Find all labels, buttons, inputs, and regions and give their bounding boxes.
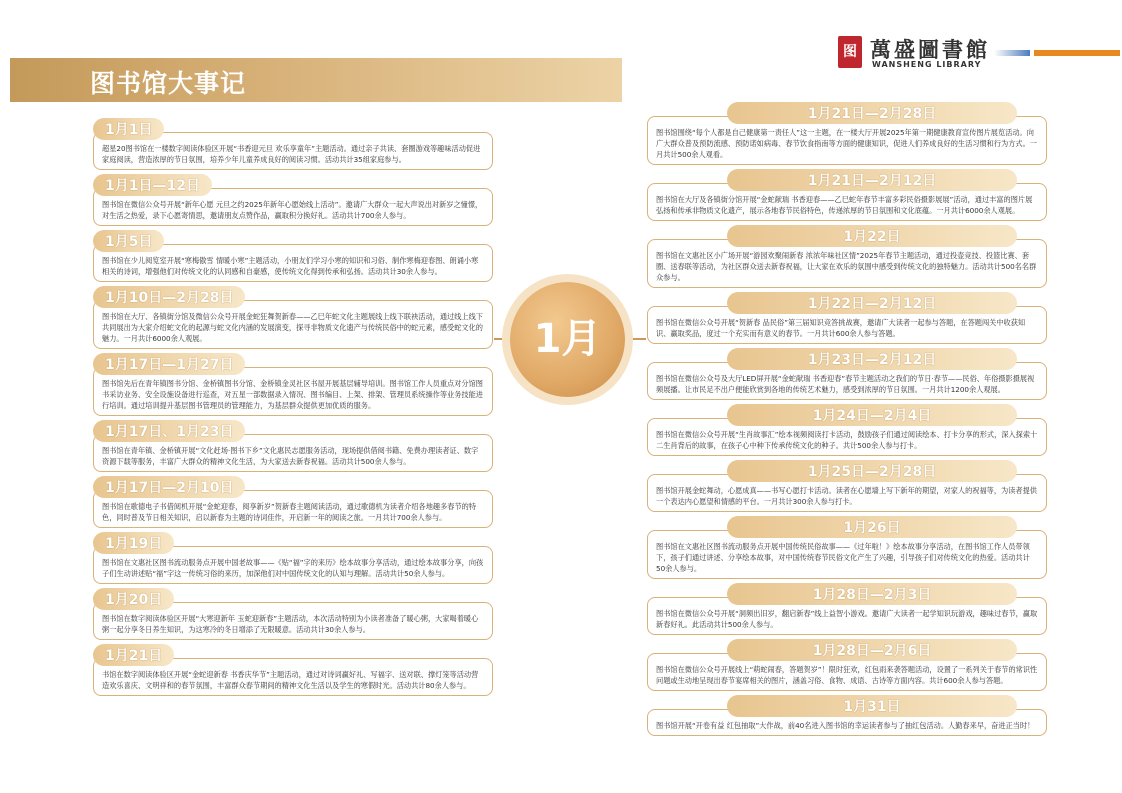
event-date-label: 1月22日—2月12日: [727, 292, 1017, 314]
left-timeline-entry: [93, 118, 493, 170]
event-description: 图书馆在微信公众号开展“新年心愿 元旦之约2025年新年心愿始线上活动”。邀请广大群众一起大声说出对新岁之憧憬，对生活之热爱，录下心愿寄情思，邀请朋友点赞作品，赢取积分换好礼。活动共计700余人参与。: [93, 188, 493, 226]
right-timeline-entry: [647, 348, 1047, 400]
event-date-label: 1月17日—2月10日: [93, 476, 245, 498]
decorative-bar-orange: [1034, 50, 1120, 56]
left-timeline-entry: [93, 420, 493, 472]
event-description: 图书馆在微信公众号开展“生肖故事汇”绘本视频阅读打卡活动，鼓励孩子们通过阅读绘本、打卡分享的形式，深入探索十二生肖背后的故事，在孩子心中种下传承传统文化的种子。共计500余人参与打卡。: [647, 418, 1047, 456]
event-description: 图书馆在微信公众号及大厅LED屏开展“金蛇献瑞 书香迎春”春节主题活动之我们的节日·春节——民俗、年俗摄影摄展视频展播。让市民足不出户便能欣赏到各地的传统艺术魅力，感受到浓厚的节日氛围。一月共计1200余人观展。: [647, 362, 1047, 400]
right-timeline-entry: [647, 460, 1047, 512]
left-timeline-entry: [93, 476, 493, 528]
connector-right: [624, 338, 646, 340]
event-description: 图书馆在文惠社区小广场开展“游园欢聚闹新春 浓浓年味社区情”2025年春节主题活动，通过投壶竞技、投篮比赛、套圈、送春联等活动，为社区群众送去新春祝福，让大家在欢乐的氛围中感受到传统文化的独特魅力。活动共计500名名群众参与。: [647, 239, 1047, 288]
event-description: 图书馆在文惠社区图书流动服务点开展中国传统民俗故事——《过年啦！》绘本故事分享活动，在图书馆工作人员带领下，孩子们通过讲述、分享绘本故事，对中国传统春节民俗文化产生了兴趣，引导孩子们对传统文化的热爱。活动共计50余人参与。: [647, 530, 1047, 579]
event-description: 书馆在数字阅读体验区开展“金蛇迎新春 书香庆华节”主题活动，通过对诗词赢好礼、写福字、送对联、撑灯笼等活动营造欢乐喜庆、文明祥和的春节氛围，丰富群众春节期间的精神文化生活以及学生的寒假时光。活动共计80余人参与。: [93, 658, 493, 696]
library-logo-english: WANSHENG LIBRARY: [872, 60, 982, 69]
month-badge: 1月: [510, 282, 625, 397]
event-description: 图书馆在大厅及各镇街分馆开展“金蛇献瑞 书香迎春——乙巳蛇年春节丰富多彩民俗摄影展展”活动，通过丰富的图片展弘扬和传承非物质文化遗产，展示各地春节民俗特色，传递浓厚的节日氛围和文化底蕴。一月共计6000余人观展。: [647, 183, 1047, 221]
event-description: 图书馆先后在青年镇图书分馆、金桥镇图书分馆、金桥镇金灵社区书屋开展基层辅导培训。图书馆工作人员重点对分馆图书采访业务、安全设施设备进行巡查，对五星一部数据录入情况、图书编目、上架、排架、管理员系统操作等业务技能进行培训。通过培训提升基层图书管理员的管理能力，为基层群众提供更加优质的服务。: [93, 367, 493, 416]
event-date-label: 1月21日—2月12日: [727, 169, 1017, 191]
right-timeline-entry: [647, 695, 1047, 736]
left-timeline-entry: [93, 286, 493, 349]
right-timeline-entry: [647, 583, 1047, 635]
event-description: 图书馆在数字阅读体验区开展“大寒迎新年 玉蛇迎新春”主题活动，本次活动特别为小读者准备了暖心粥，大家喝着暖心粥一起分享冬日养生知识，为这寒冷的冬日增添了无限暖意。活动共计30余人参与。: [93, 602, 493, 640]
left-timeline-entry: [93, 532, 493, 584]
event-date-label: 1月1日—12日: [93, 174, 212, 196]
left-timeline-entry: [93, 588, 493, 640]
event-description: 超星20图书馆在一楼数字阅读体验区开展“书香迎元旦 欢乐享童年”主题活动。通过亲子共读、套圈游戏等趣味活动促进家庭阅读，营造浓厚的节日氛围，培养少年儿童养成良好的阅读习惯。活动共计35组家庭参与。: [93, 132, 493, 170]
library-logo-seal: 图: [838, 36, 862, 68]
left-timeline-column: [93, 118, 493, 700]
event-date-label: 1月19日: [93, 532, 174, 554]
left-timeline-entry: [93, 174, 493, 226]
event-date-label: 1月23日—2月12日: [727, 348, 1017, 370]
event-date-label: 1月1日: [93, 118, 164, 140]
event-description: 图书馆围绕“每个人都是自己健康第一责任人”这一主题，在一楼大厅开展2025年第一期健康教育宣传图片展览活动。向广大群众普及预防流感、预防诺如病毒、春节饮食指南等方面的健康知识，促进人们养成良好的生活习惯和行为方式。一月共计500余人观看。: [647, 116, 1047, 165]
event-date-label: 1月20日: [93, 588, 174, 610]
event-description: 图书馆在微信公众号开展线上“萌蛇闹春，答题贺岁”！限时狂欢，红包雨来袭答题活动，设置了一系列关于春节的常识性问题或生动地呈现出春节宴席相关的图片，涵盖习俗、食物、成语、古诗等方面内容。共计600余人参与答题。: [647, 653, 1047, 691]
event-description: 图书馆在少儿阅览室开展“寒梅傲雪 情暖小寒”主题活动，小朋友们学习小寒的知识和习俗、制作寒梅迎春图、朗诵小寒相关的诗词，增强他们对传统文化的认同感和自豪感，使传统文化得到传承和弘扬。活动共计30余人参与。: [93, 244, 493, 282]
right-timeline-entry: [647, 102, 1047, 165]
event-date-label: 1月26日: [727, 516, 1017, 538]
decorative-bar-blue: [994, 50, 1030, 56]
right-timeline-entry: [647, 639, 1047, 691]
event-date-label: 1月24日—2月4日: [727, 404, 1017, 426]
event-description: 图书馆在青年镇、金桥镇开展“文化赶场·图书下乡”文化惠民志愿服务活动，现场提供借阅书籍、免费办理读者证、数字资源下载等服务，丰富广大群众的精神文化生活，为大家送去新春祝福。活动共计500余人参与。: [93, 434, 493, 472]
event-description: 图书馆在大厅、各镇街分馆及微信公众号开展金蛇狂舞贺新春——乙巳年蛇文化主题展线上线下联袂活动，通过线上线下共同展出为大家介绍蛇文化的起源与蛇文化内涵的发展演变，探寻非物质文化遗产与传统民俗中的蛇元素，感受蛇文化的魅力。一月共计6000余人观展。: [93, 300, 493, 349]
event-description: 图书馆在文惠社区图书流动服务点开展中国老故事——《贴“福”字的来历》绘本故事分享活动，通过绘本故事分享，向孩子们生动讲述贴“福”字这一传统习俗的来历，加深他们对中国传统文化的认知与理解。活动共计50余人参与。: [93, 546, 493, 584]
event-date-label: 1月28日—2月6日: [727, 639, 1017, 661]
right-timeline-entry: [647, 292, 1047, 344]
event-description: 图书馆开展“开卷有益 红包抽取”大作战，前40名进入图书馆的幸运读者参与了抽红包活动。人勤春来早，奋进正当时！: [647, 709, 1047, 736]
event-date-label: 1月28日—2月3日: [727, 583, 1017, 605]
right-timeline-entry: [647, 516, 1047, 579]
event-date-label: 1月31日: [727, 695, 1017, 717]
right-timeline-entry: [647, 225, 1047, 288]
event-date-label: 1月17日—1月27日: [93, 353, 245, 375]
right-timeline-column: [647, 102, 1047, 740]
event-description: 图书馆在微信公众号开展“贺新春 品民俗”第三届知识竞答挑战赛，邀请广大读者一起参与答题，在答题闯关中收获知识、赢取奖品，度过一个充实而有意义的春节。一月共计600余人参与答题。: [647, 306, 1047, 344]
event-date-label: 1月5日: [93, 230, 164, 252]
event-description: 图书馆在微信公众号开展“洞频出旧岁，翻启新春”线上益智小游戏。邀请广大读者一起学知识玩游戏，趣味过春节，赢取新春好礼。此活动共计500余人参与。: [647, 597, 1047, 635]
left-timeline-entry: [93, 644, 493, 696]
event-date-label: 1月17日、1月23日: [93, 420, 245, 442]
event-date-label: 1月21日: [93, 644, 174, 666]
library-logo-name: 萬盛圖書館: [870, 37, 990, 62]
event-date-label: 1月25日—2月28日: [727, 460, 1017, 482]
event-date-label: 1月21日—2月28日: [727, 102, 1017, 124]
event-description: 图书馆在歌德电子书借阅机开展“金蛇迎春，阅享新岁”贺新春主题阅读活动，通过歌德机为读者介绍各地趣多春节的特色，同时普及节日相关知识，启以新春为主题的诗词佳作，开启新一年的阅读之旅。一月共计700余人参与。: [93, 490, 493, 528]
event-date-label: 1月10日—2月28日: [93, 286, 245, 308]
event-date-label: 1月22日: [727, 225, 1017, 247]
page-title: 图书馆大事记: [90, 69, 247, 98]
left-timeline-entry: [93, 353, 493, 416]
event-description: 图书馆开展金蛇舞动，心愿成真——书写心愿打卡活动。读者在心愿墙上写下新年的期望，对家人的祝福等，为读者提供一个表达内心愿望和情感的平台。一月共计300余人参与打卡。: [647, 474, 1047, 512]
right-timeline-entry: [647, 169, 1047, 221]
right-timeline-entry: [647, 404, 1047, 456]
left-timeline-entry: [93, 230, 493, 282]
